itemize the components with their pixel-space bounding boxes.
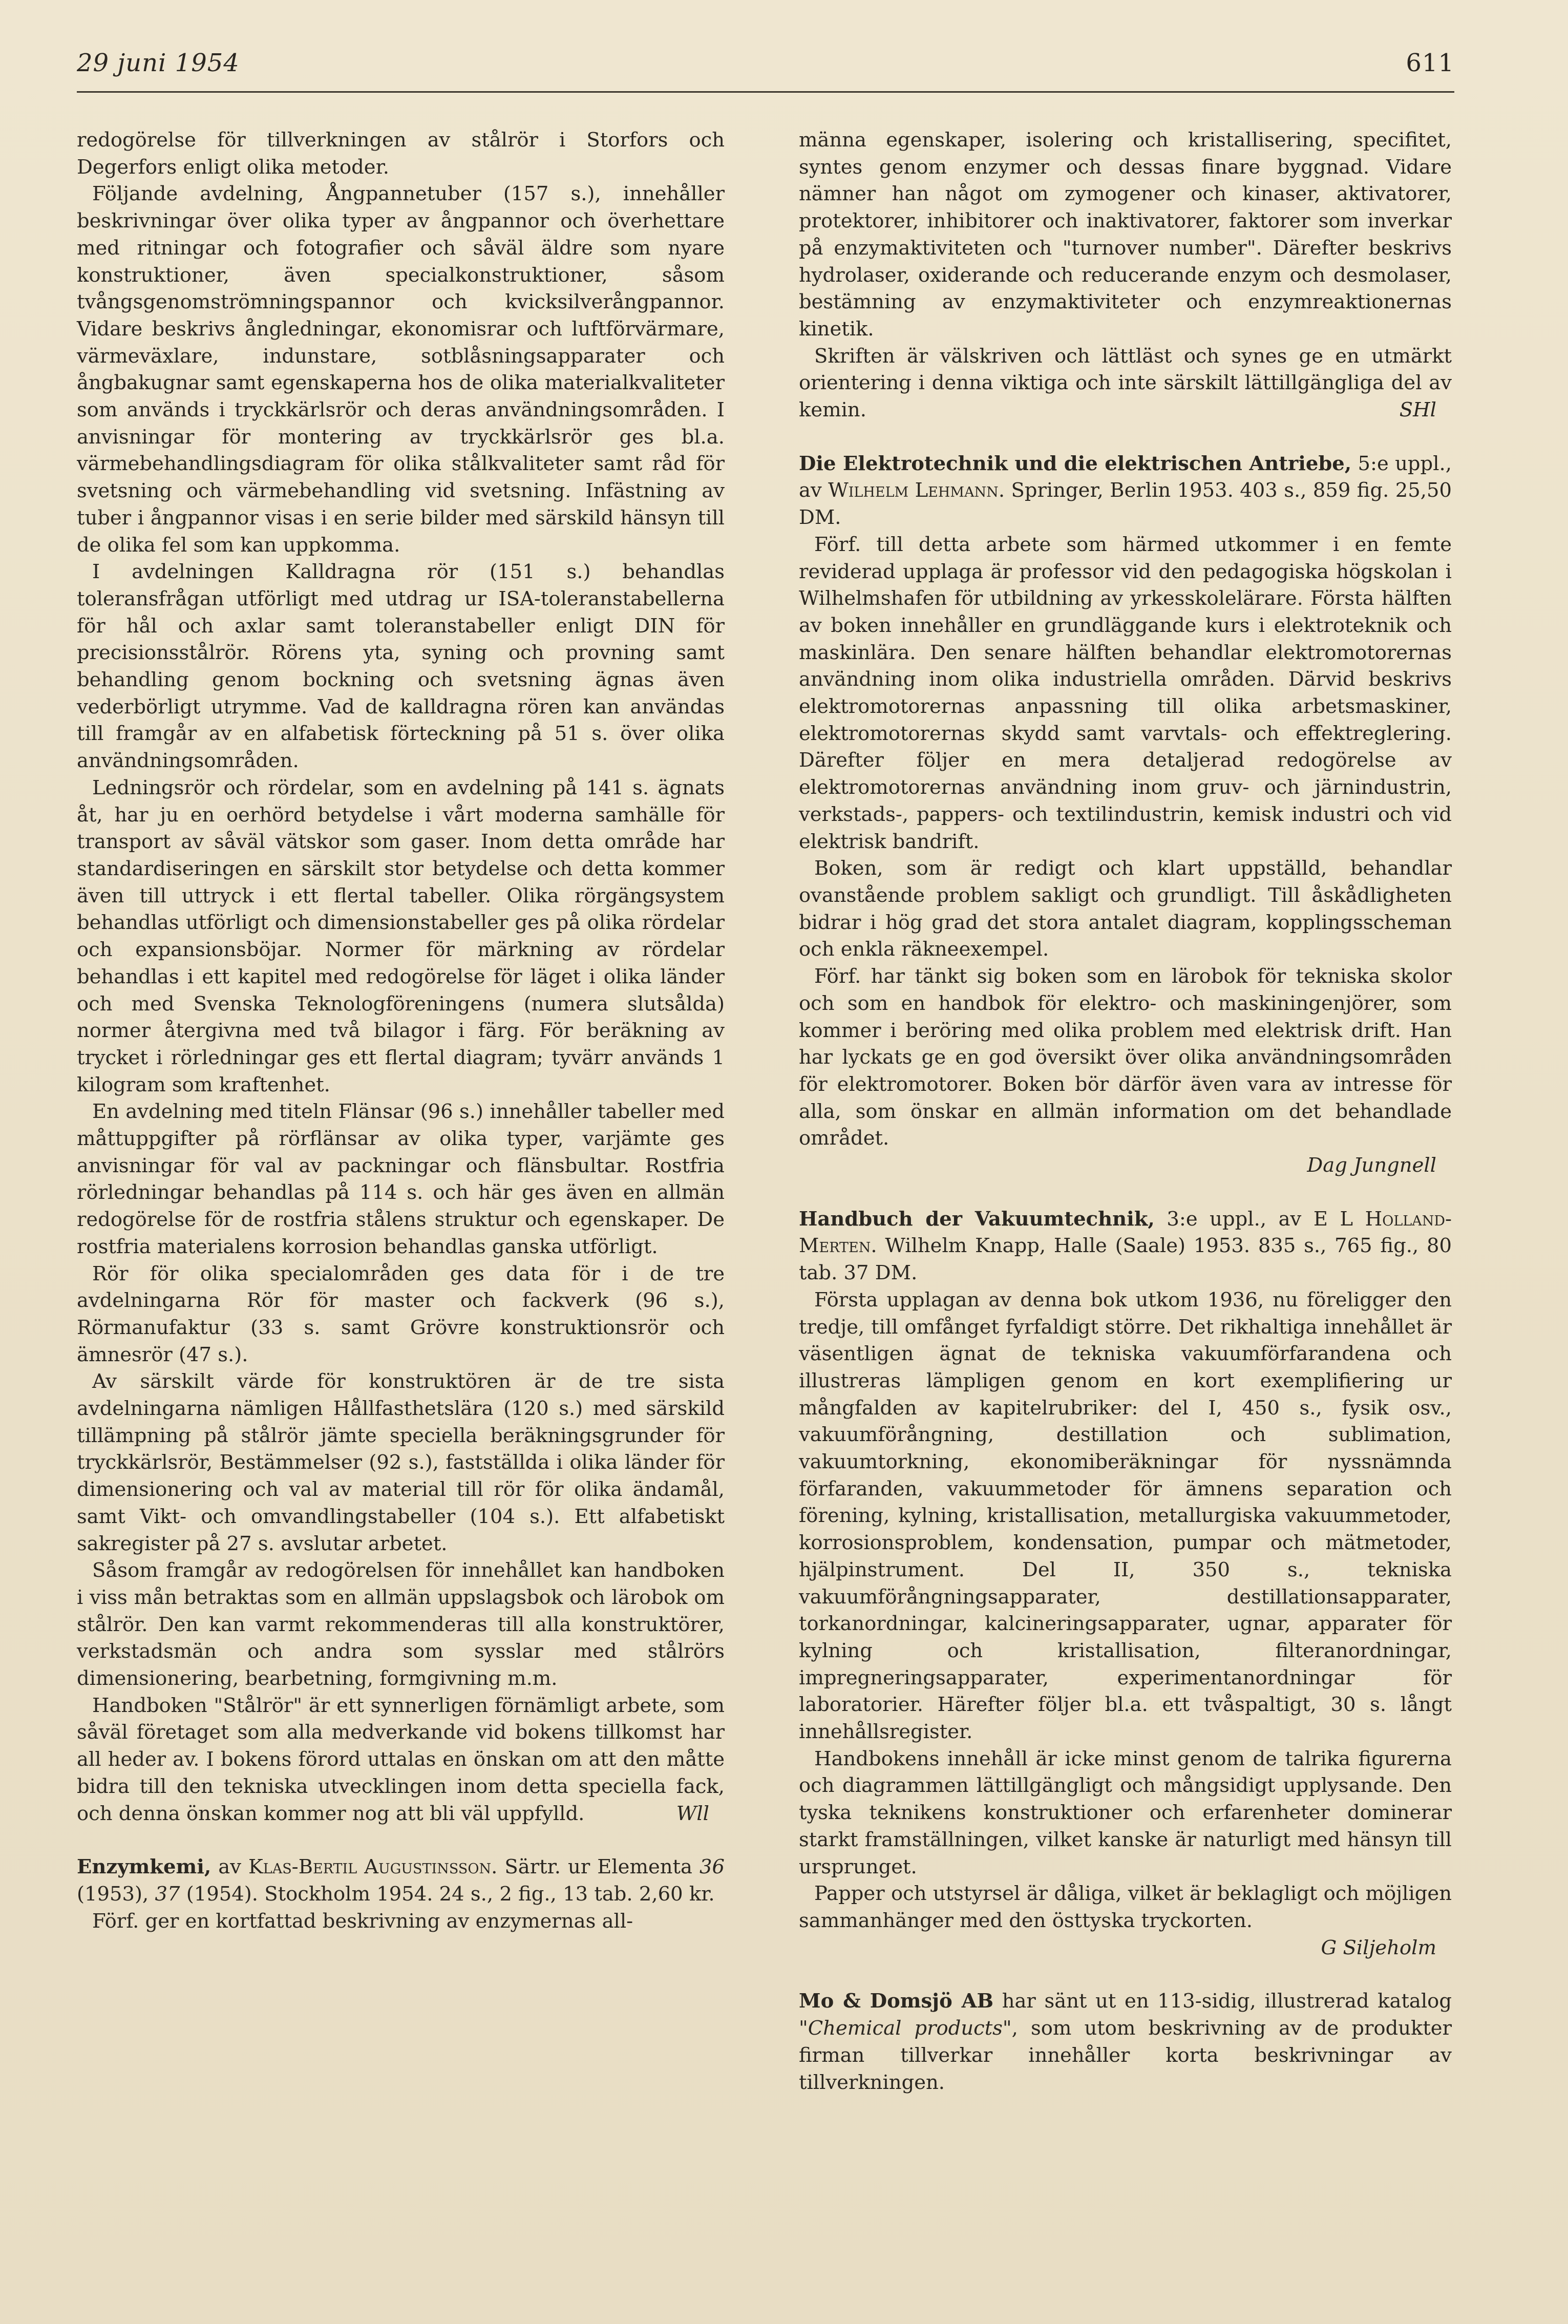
paragraph-text: Skriften är välskriven och lättläst och synes ge en utmärkt orientering i denna viktiga och inte särskilt lättillgängliga del av kemin. bbox=[799, 344, 1452, 422]
paragraph bbox=[77, 1693, 725, 1828]
reviewer-signature: G Siljeholm bbox=[1321, 1936, 1436, 1959]
paragraph: Handbokens innehåll är icke minst genom de talrika figurerna och diagrammen lättillgängligt och mångsidigt upplysande. Den tyska teknikens konstruktioner och erfarenheter dominerar starkt framställningen, vilket kanske är naturligt med hänsyn till ursprunget. bbox=[799, 1747, 1452, 1878]
paragraph: Ledningsrör och rördelar, som en avdelning på 141 s. ägnats åt, har ju en oerhörd betydelse i vårt moderna samhälle för transport av såväl vätskor som gaser. Inom detta område har standardiseringen en särskilt stor betydelse och detta kommer även till uttryck i ett flertal tabeller. Olika rörgängsystem behandlas utförligt och dimensionstabeller ges på olika rördelar och expansionsböjar. Normer för märkning av rördelar behandlas i ett kapitel med redogörelse för läget i olika länder och med Svenska Teknologföreningens (numera slutsålda) normer återgivna med två bilagor i färg. För beräkning av trycket i rörledningar ges ett flertal diagram; tyvärr används 1 kilogram som kraftenhet. bbox=[77, 776, 725, 1096]
book-author: Klas-Bertil Augustinsson bbox=[248, 1855, 492, 1879]
paragraph: I avdelningen Kalldragna rör (151 s.) behandlas toleransfrågan utförligt med utdrag ur ISA-toleranstabellerna för hål och axlar samt toleranstabeller enligt DIN för precisionsstålrör. Rörens yta, syning och provning samt behandling genom bockning och svetsning ägnas även vederbörligt utrymme. Vad de kalldragna rören kan användas till framgår av en alfabetisk förteckning på 51 s. över olika användningsområden. bbox=[77, 560, 725, 773]
paragraph: Rör för olika specialområden ges data för i de tre avdelningarna Rör för master och fackverk (96 s.), Rörmanufaktur (33 s. samt Grövre konstruktionsrör och ämnesrör (47 s.). bbox=[77, 1262, 725, 1366]
issue-date: 29 juni 1954 bbox=[77, 49, 240, 77]
page-header bbox=[77, 49, 1454, 90]
paragraph: Papper och utstyrsel är dåliga, vilket är beklagligt och möjligen sammanhänger med den östtyska tryckorten. bbox=[799, 1882, 1452, 1932]
paragraph: Första upplagan av denna bok utkom 1936, nu föreligger den tredje, till omfånget fyrfaldigt större. Det rikhaltiga innehållet är väsentligen ägnat de tekniska vakuumförfarandena och illustreras lämpligen genom en kort exemplifiering ur mångfalden av kapitelrubriker: del I, 450 s., fysik osv., vakuumförångning, destillation och sublimation, vakuumtorkning, ekonomiberäkningar för nyssnämnda förfaranden, vakuummetoder för ämnens separation och förening, kylning, kristallisation, metallurgiska vakuummetoder, korrosionsproblem, kondensation, pumpar och mätmetoder, hjälpinstrument. Del II, 350 s., tekniska vakuumförångningsapparater, destillationsapparater, torkanordningar, kalcineringsapparater, ugnar, apparater för kylning och kristallisation, filteranordningar, impregneringsapparater, experimentanordningar för laboratorier. Härefter följer bl.a. ett tvåspaltigt, 30 s. långt innehållsregister. bbox=[799, 1288, 1452, 1744]
review-entry-vakuumtechnik bbox=[799, 1206, 1452, 1287]
paragraph: Av särskilt värde för konstruktören är de tre sista avdelningarna nämligen Hållfasthetslära (120 s.) med särskild tillämpning på stålrör jämte speciella beräkningsgrunder för tryckkärlsrör, Bestämmelser (92 s.), fastställda i olika länder för dimensionering och val av material till rör för olika ändamål, samt Vikt- och omvandlingstabeller (104 s.). Ett alfabetiskt sakregister på 27 s. avslutar arbetet. bbox=[77, 1370, 725, 1555]
book-author: E L Holland-Merten bbox=[799, 1207, 1452, 1258]
company-name: Mo & Domsjö AB bbox=[799, 1990, 994, 2013]
publication-info: (1954). Stockholm 1954. 24 s., 2 fig., 13 tab. 2,60 kr. bbox=[186, 1883, 715, 1906]
reviewer-signature: SHl bbox=[1399, 398, 1436, 422]
paragraph: redogörelse för tillverkningen av stålrör i Storfors och Degerfors enligt olika metoder. bbox=[77, 129, 725, 179]
publication-info: 5:e uppl., av bbox=[799, 452, 1452, 502]
paragraph-text: Handboken "Stålrör" är ett synnerligen förnämligt arbete, som såväl företaget som alla medverkande vid bokens tillkomst har all heder av. I bokens förord uttalas en önskan om att den måtte bidra till den tekniska utvecklingen inom detta speciella fack, och denna önskan kommer nog att bli väl uppfylld. bbox=[77, 1694, 725, 1825]
notice-mo-domsjo bbox=[799, 1988, 1452, 2096]
paragraph: Förf. ger en kortfattad beskrivning av enzymernas all- bbox=[92, 1909, 633, 1933]
publication-info: . Wilhelm Knapp, Halle (Saale) 1953. 835 s., 765 fig., 80 tab. 37 DM. bbox=[799, 1234, 1452, 1285]
notice-text: har sänt ut en 113-sidig, illustrerad katalog bbox=[1002, 1990, 1452, 2013]
right-column bbox=[799, 127, 1452, 2096]
notice-text: , som utom beskrivning av de produkter firman tillverkar innehåller korta beskrivningar av tillverkningen. bbox=[799, 2017, 1452, 2094]
review-entry-enzymkemi bbox=[77, 1854, 725, 1908]
book-title: Handbuch der Vakuumtechnik, bbox=[799, 1207, 1155, 1231]
paragraph: En avdelning med titeln Flänsar (96 s.) innehåller tabeller med måttuppgifter på rörflänsar av olika typer, varjämte ges anvisningar för val av packningar och flänsbultar. Rostfria rörledningar behandlas på 114 s. och här ges även en allmän redogörelse för de rostfria stålens struktur och egenskaper. De rostfria materialens korrosion behandlas ganska utförligt. bbox=[77, 1100, 725, 1258]
left-column bbox=[77, 127, 725, 1935]
reviewer-signature: Wll bbox=[676, 1802, 709, 1825]
publication-info: . Springer, Berlin 1953. 403 s., 859 fig. 25,50 DM. bbox=[799, 479, 1452, 530]
publication-info: 3:e uppl., av bbox=[1167, 1207, 1302, 1231]
paragraph: Följande avdelning, Ångpannetuber (157 s.), innehåller beskrivningar över olika typer av ångpannor och överhettare med ritningar och fotografier och såväl äldre som nyare konstruktioner, även specialkonstruktioner, såsom tvångsgenomströmningspannor och kvicksilverångpannor. Vidare beskrivs ångledningar, ekonomisrar och luftförvärmare, värmeväxlare, indunstare, sotblåsningsapparater och ångbakugnar samt egenskaperna hos de olika materialkvaliteter som används i tryckkärlsrör och deras användningsområden. I anvisningar för montering av tryckkärlsrör ges bl.a. värmebehandlingsdiagram för olika stålkvaliteter samt råd för svetsning och värmebehandling vid svetsning. Infästning av tuber i ångpannor visas i en serie bilder med särskild hänsyn till de olika fel som kan uppkomma. bbox=[77, 182, 725, 557]
catalog-title: "Chemical products" bbox=[799, 2017, 1012, 2040]
paragraph: Förf. till detta arbete som härmed utkommer i en femte reviderad upplaga är professor vid den pedagogiska högskolan i Wilhelmshafen för utbildning av yrkesskolelärare. Första hälften av boken innehåller en grundläggande kurs i elektroteknik och maskinlära. Den senare hälften behandlar elektromotorernas användning inom olika industriella områden. Därvid beskrivs elektromotorernas anpassning till olika arbetsmaskiner, elektromotorernas skydd samt varvtals- och effektreglering. Därefter följer en mera detaljerad redogörelse av elektromotorernas användning inom gruv- och järnindustrin, verkstads-, pappers- och textilindustrin, kemisk industri och vid elektrisk bandrift. bbox=[799, 533, 1452, 853]
header-rule bbox=[77, 91, 1454, 93]
book-title: Die Elektrotechnik und die elektrischen Antriebe, bbox=[799, 452, 1352, 475]
reviewer-signature: Dag Jungnell bbox=[1307, 1154, 1436, 1177]
book-author: Wilhelm Lehmann bbox=[828, 479, 999, 502]
paragraph: männa egenskaper, isolering och kristallisering, specifitet, syntes genom enzymer och dessas finare byggnad. Vidare nämner han något om zymogener och kinaser, aktivatorer, protektorer, inhibitorer och inaktivatorer, faktorer som inverkar på enzymaktiviteten och "turnover number". Därefter beskrivs hydrolaser, oxiderande och reducerande enzym och desmolaser, bestämning av enzymaktiviteter och enzymreaktionernas kinetik. bbox=[799, 129, 1452, 341]
book-title: Enzymkemi, bbox=[77, 1855, 211, 1879]
page-number: 611 bbox=[1406, 49, 1454, 77]
text-by: av bbox=[218, 1855, 241, 1879]
paragraph: Såsom framgår av redogörelsen för innehållet kan handboken i viss mån betraktas som en allmän uppslagsbok och lärobok om stålrör. Den kan varmt rekommenderas till alla konstruktörer, verkstadsmän och andra som sysslar med stålrörs dimensionering, bearbetning, formgivning m.m. bbox=[77, 1559, 725, 1691]
publication-info: . Särtr. ur Elementa bbox=[491, 1855, 692, 1879]
publication-info: (1953), bbox=[77, 1883, 149, 1906]
volume-number: 36 bbox=[699, 1855, 725, 1879]
review-entry-elektrotechnik bbox=[799, 451, 1452, 532]
paragraph: Förf. har tänkt sig boken som en lärobok för tekniska skolor och som en handbok för elektro- och maskiningenjörer, som kommer i beröring med olika problem med elektrisk drift. Han har lyckats ge en god översikt över olika användningsområden för elektromotorer. Boken bör därför även vara av intresse för alla, som önskar en allmän information om det behandlade området. bbox=[799, 965, 1452, 1150]
volume-number: 37 bbox=[155, 1883, 180, 1906]
paragraph: Boken, som är redigt och klart uppställd, behandlar ovanstående problem sakligt och grundligt. Till åskådligheten bidrar i hög grad det stora antalet diagram, kopplingsscheman och enkla räkneexempel. bbox=[799, 857, 1452, 961]
paragraph bbox=[799, 343, 1452, 424]
